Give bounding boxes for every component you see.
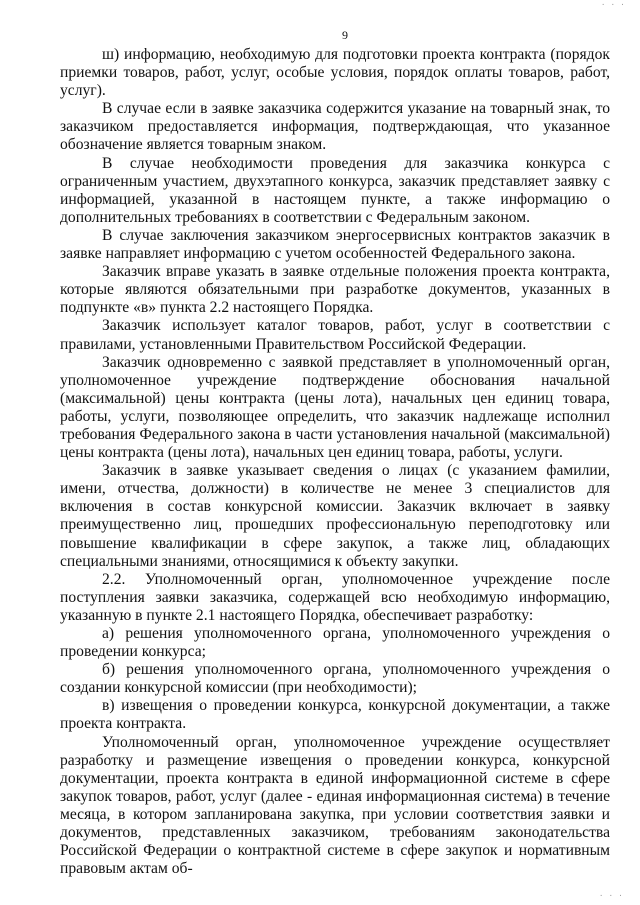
paragraph-publication: Уполномоченный орган, уполномоченное учреждение осуществляет разработку и размещение извещения о проведении конкурса, конкурсной документации, проекта контракта в единой информационной системе в сфере закупок товаров, работ, услуг (далее - единая информационная система) в течение месяца, в котором запланирована закупка, при условии соответствия заявки и документов, представленных заказчиком, требованиям законодательства Российской Федерации о контрактной системе в сфере закупок и нормативным правовым актам об- bbox=[60, 733, 610, 878]
paragraph-energy-service: В случае заключения заказчиком энергосервисных контрактов заказчик в заявке направляет информацию с учетом особенностей Федерального закона. bbox=[60, 226, 610, 263]
paragraph-section-2-2: 2.2. Уполномоченный орган, уполномоченное учреждение после поступления заявки заказчика, содержащей всю необходимую информацию, указанную в пункте 2.1 настоящего Порядка, обеспечивает разработку: bbox=[60, 570, 610, 624]
document-body bbox=[60, 46, 610, 878]
paragraph-item-a: а) решения уполномоченного органа, уполномоченного учреждения о проведении конкурса; bbox=[60, 625, 610, 661]
paragraph-trademark: В случае если в заявке заказчика содержится указание на товарный знак, то заказчиком предоставляется информация, подтверждающая, что указанное обозначение является товарным знаком. bbox=[60, 100, 610, 154]
paragraph-limited-contest: В случае необходимости проведения для заказчика конкурса с ограниченным участием, двухэтапного конкурса, заказчик представляет заявку с информацией, указанной в настоящем пункте, а также информацию о дополнительных требованиях в соответствии с Федеральным законом. bbox=[60, 154, 610, 226]
paragraph-catalog: Заказчик использует каталог товаров, работ, услуг в соответствии с правилами, установленными Правительством Российской Федерации. bbox=[60, 317, 610, 353]
page-number: 9 bbox=[342, 28, 348, 42]
paragraph-item-v: в) извещения о проведении конкурса, конкурсной документации, а также проекта контракта. bbox=[60, 697, 610, 733]
paragraph-item-b: б) решения уполномоченного органа, уполномоченного учреждения о создании конкурсной комиссии (при необходимости); bbox=[60, 661, 610, 697]
scan-corner-mark-top: . . . bbox=[601, 0, 626, 8]
paragraph-item-sh: ш) информацию, необходимую для подготовки проекта контракта (порядок приемки товаров, работ, услуг, особые условия, порядок оплаты товаров, работ, услуг). bbox=[60, 46, 610, 100]
paragraph-commission-members: Заказчик в заявке указывает сведения о лицах (с указанием фамилии, имени, отчества, должности) в количестве не менее 3 специалистов для включения в состав конкурсной комиссии. Заказчик включает в заявку преимущественно лиц, прошедших профессиональную переподготовку или повышение квалификации в сфере закупок, а также лиц, обладающих специальными знаниями, относящимися к объекту закупки. bbox=[60, 462, 610, 570]
paragraph-price-justification: Заказчик одновременно с заявкой представляет в уполномоченный орган, уполномоченное учреждение подтверждение обоснования начальной (максимальной) цены контракта (цены лота), начальных цен единиц товара, работы, услуги, позволяющее определить, что заказчик надлежаще исполнил требования Федерального закона в части установления начальной (максимальной) цены контракта (цены лота), начальных цен единиц товара, работы, услуги. bbox=[60, 353, 610, 462]
paragraph-contract-provisions: Заказчик вправе указать в заявке отдельные положения проекта контракта, которые являются обязательными при разработке документов, указанных в подпункте «в» пункта 2.2 настоящего Порядка. bbox=[60, 263, 610, 317]
scan-corner-mark-bottom: . . . bbox=[599, 889, 624, 899]
